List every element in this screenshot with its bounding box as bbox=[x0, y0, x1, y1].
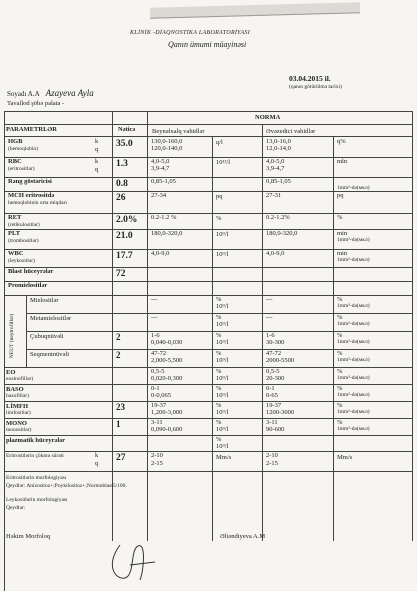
param-name: PLT bbox=[8, 230, 21, 237]
diff-unit-2: 10⁹/l bbox=[216, 375, 229, 382]
diff-unit: % bbox=[216, 402, 222, 409]
param-sub: (retikulositlər) bbox=[8, 222, 40, 228]
diff-old-2: 90-600 bbox=[266, 426, 285, 433]
diff-unit-2: 10⁹/l bbox=[216, 409, 229, 416]
unit-intl: 10⁹/l bbox=[216, 251, 229, 258]
diff-unit: % bbox=[216, 314, 222, 321]
sex-q: q bbox=[95, 166, 99, 173]
esr-sex-q: q bbox=[95, 460, 99, 467]
diff-old: 0,5-5 bbox=[266, 368, 280, 375]
diff-unit-2: 10⁹/l bbox=[216, 357, 229, 364]
diff-name: Seqmentnüvəli bbox=[30, 351, 69, 358]
unit-intl: 10⁹/l bbox=[216, 231, 229, 238]
table-rule bbox=[4, 111, 412, 112]
diff-old-unit-2: 1mm³-də(мкл) bbox=[337, 303, 370, 309]
table-rule bbox=[262, 124, 263, 541]
diff-sub: bazofillər) bbox=[6, 393, 29, 399]
diff-unit: % bbox=[216, 419, 222, 426]
diff-old: --- bbox=[266, 296, 273, 303]
diff-old-unit: % bbox=[337, 385, 343, 392]
norm-intl: 4,0-9,0 bbox=[151, 250, 170, 257]
diff-old-unit: % bbox=[337, 402, 343, 409]
unit-old: mln bbox=[337, 158, 348, 165]
param-name: Blast hüceyrələr bbox=[8, 268, 54, 275]
diff-sub: monositlər) bbox=[6, 427, 32, 433]
table-rule bbox=[4, 281, 412, 282]
date-note: (qanın götürülmə tarixi) bbox=[289, 84, 342, 90]
esr-old-2: 2-15 bbox=[266, 460, 278, 467]
param-sub: (trombositlər) bbox=[8, 238, 39, 244]
table-rule bbox=[147, 111, 148, 541]
table-rule bbox=[4, 471, 412, 472]
diff-old: --- bbox=[266, 314, 273, 321]
table-rule bbox=[4, 401, 412, 402]
diff-intl: --- bbox=[151, 314, 158, 321]
neut-group-label: NEUT (neytrofillər) bbox=[9, 313, 16, 359]
norm-old: 4,0-9,0 bbox=[266, 250, 285, 257]
norm-intl: 0.2-1.2 % bbox=[151, 214, 177, 221]
col-intl-header: Beynəlxalq vahidlər bbox=[152, 128, 205, 135]
diff-old-unit-2: 1mm³-də(мкл) bbox=[337, 357, 370, 363]
table-rule bbox=[4, 451, 412, 452]
diff-result: 23 bbox=[116, 402, 125, 412]
table-rule bbox=[4, 249, 412, 250]
norm-intl: 180,0-320,0 bbox=[151, 230, 183, 237]
unit-old-2: 1mm³-də(мкл) bbox=[337, 185, 370, 191]
norm-old-2: 12,0-14,0 bbox=[266, 145, 291, 152]
unit-intl: 10¹²/l bbox=[216, 159, 231, 166]
diff-old-unit-2: 1mm³-də(мкл) bbox=[337, 409, 370, 415]
unit-old-2: 1mm³-də(мкл) bbox=[337, 257, 370, 263]
diff-result: 2 bbox=[116, 332, 121, 342]
diff-intl-2: 0-0,065 bbox=[151, 392, 172, 399]
param-name: Promielositlər bbox=[8, 282, 48, 289]
diff-old-unit-2: 1mm³-də(мкл) bbox=[337, 375, 370, 381]
param-name: HGB bbox=[8, 138, 23, 145]
table-rule bbox=[4, 191, 412, 192]
diff-unit-2: 10⁹/l bbox=[216, 392, 229, 399]
table-rule bbox=[212, 136, 213, 541]
table-rule bbox=[112, 111, 113, 541]
diff-old-unit-2: 1mm³-də(мкл) bbox=[337, 392, 370, 398]
diff-name: Mielositlər bbox=[30, 297, 59, 304]
signature-label: Həkim Morfoloq bbox=[6, 533, 51, 540]
norm-old: 0,85-1,05 bbox=[266, 178, 291, 185]
lab-name: KLİNİK -DİAQNOSTİKA LABORATORİYASI bbox=[130, 30, 251, 36]
table-rule bbox=[4, 435, 412, 436]
diff-unit-2: 10⁹/l bbox=[216, 443, 229, 450]
unit-old: pq bbox=[337, 192, 344, 199]
table-rule bbox=[4, 111, 5, 591]
param-name: WBC bbox=[8, 250, 24, 257]
morph-leuk-notes: Qeydlər: bbox=[6, 505, 26, 511]
col-result-header: Nəticə bbox=[118, 126, 136, 133]
diff-old-unit: % bbox=[337, 350, 343, 357]
neut-divider bbox=[26, 295, 27, 367]
esr-result: 27 bbox=[116, 453, 126, 463]
esr-unit: Mm/s bbox=[216, 454, 232, 461]
diff-intl-2: 0,020-0,300 bbox=[151, 375, 183, 382]
table-rule bbox=[4, 229, 412, 230]
diff-result: 1 bbox=[116, 419, 121, 429]
col-params-header: PARAMETRLƏR bbox=[6, 126, 57, 133]
diff-old-unit-2: 1mm³-də(мкл) bbox=[337, 426, 370, 432]
department-line: Tavallod şöbə palata - bbox=[7, 100, 65, 107]
header-strip bbox=[150, 2, 360, 18]
diff-name: Çubuqnüvəli bbox=[30, 333, 64, 340]
diff-old-2: 1200-3000 bbox=[266, 409, 295, 416]
diff-intl: 0-1 bbox=[151, 385, 160, 392]
norm-old: 4,0-5,0 bbox=[266, 158, 285, 165]
esr-intl-2: 2-15 bbox=[151, 460, 163, 467]
diff-old-unit-2: 1mm³-də(мкл) bbox=[337, 321, 370, 327]
diff-unit: % bbox=[216, 385, 222, 392]
esr-sex-k: k bbox=[95, 452, 99, 459]
sex-k: k bbox=[95, 158, 99, 165]
diff-old: 3-11 bbox=[266, 419, 278, 426]
diff-intl: --- bbox=[151, 296, 158, 303]
diff-sub: eozinofillər) bbox=[6, 376, 34, 382]
param-sub: (hemoqlobin) bbox=[8, 146, 38, 152]
norma-header: NORMA bbox=[255, 114, 281, 121]
norm-intl: 27-34 bbox=[151, 192, 167, 199]
diff-old-unit: % bbox=[337, 419, 343, 426]
unit-intl: pq bbox=[216, 193, 223, 200]
sex-k: k bbox=[95, 138, 99, 145]
unit-old-2: 1mm³-də(мкл) bbox=[337, 237, 370, 243]
diff-intl-2: 0,090-0,600 bbox=[151, 426, 183, 433]
diff-intl-2: 2,000-5,500 bbox=[151, 357, 183, 364]
result-value: 26 bbox=[116, 193, 126, 203]
result-value: 35.0 bbox=[116, 139, 133, 149]
table-rule bbox=[4, 136, 412, 137]
esr-old: 2-10 bbox=[266, 452, 278, 459]
param-name: Rəng göstəricisi bbox=[8, 178, 52, 185]
report-date: 03.04.2015 il. bbox=[289, 74, 331, 83]
diff-old: 47-72 bbox=[266, 350, 282, 357]
diff-intl-2: 1,200-3,000 bbox=[151, 409, 183, 416]
diff-unit-2: 10⁹/l bbox=[216, 303, 229, 310]
table-rule bbox=[4, 267, 412, 268]
param-name: MCH eritrositdə bbox=[8, 192, 55, 199]
diff-name: plazmatik hüceyrələr bbox=[6, 437, 66, 444]
unit-old: % bbox=[337, 214, 343, 221]
table-rule bbox=[333, 136, 334, 541]
table-rule bbox=[4, 177, 412, 178]
diff-unit-2: 10⁹/l bbox=[216, 426, 229, 433]
diff-intl-2: 0,040-0,030 bbox=[151, 339, 183, 346]
diff-intl: 1-6 bbox=[151, 332, 160, 339]
diff-unit-2: 10⁹/l bbox=[216, 339, 229, 346]
diff-intl: 0,5-5 bbox=[151, 368, 165, 375]
diff-sub: limfositlər) bbox=[6, 410, 31, 416]
patient-label: Soyadı A.A bbox=[7, 90, 40, 98]
table-rule bbox=[412, 111, 413, 541]
diff-old: 0-1 bbox=[266, 385, 275, 392]
param-name: RET bbox=[8, 214, 22, 221]
result-value: 1.3 bbox=[116, 159, 128, 169]
morph-ery-label: Eritrositlərin morfologiyası bbox=[6, 475, 67, 481]
unit-old: min bbox=[337, 230, 348, 237]
table-rule bbox=[4, 295, 412, 296]
esr-name: Eritrositlərin çökmə sürəti bbox=[6, 453, 64, 459]
esr-unit-old: Mm/s bbox=[337, 454, 353, 461]
report-title: Qanın ümumi müayinəsi bbox=[168, 40, 247, 49]
norm-old: 27-31 bbox=[266, 192, 282, 199]
patient-line bbox=[7, 88, 94, 98]
result-value: 2.0% bbox=[116, 215, 138, 225]
norm-intl: 130,0-160,0 bbox=[151, 138, 183, 145]
result-value: 21.0 bbox=[116, 231, 133, 241]
norm-old: 180,0-320,0 bbox=[266, 230, 298, 237]
diff-name: EO bbox=[6, 369, 16, 376]
diff-old-2: 2000-5500 bbox=[266, 357, 295, 364]
esr-intl: 2-10 bbox=[151, 452, 163, 459]
norm-intl: 4,0-5,0 bbox=[151, 158, 170, 165]
table-rule bbox=[4, 367, 412, 368]
diff-old-unit: % bbox=[337, 296, 343, 303]
diff-old: 1-6 bbox=[266, 332, 275, 339]
table-rule bbox=[4, 418, 412, 419]
table-rule bbox=[4, 157, 412, 158]
morph-leuk-label: Leykositlərin morfologiyası bbox=[6, 497, 68, 503]
result-value: 0.8 bbox=[116, 179, 128, 189]
diff-old-unit: % bbox=[337, 332, 343, 339]
patient-name: Azayeva Ayla bbox=[45, 88, 94, 98]
morph-ery-notes: Qeydlər: Anizositoz+;Poykilositoz+;Normoblast5/100. bbox=[6, 483, 127, 489]
norm-intl: 0,85-1,05 bbox=[151, 178, 176, 185]
norm-old-2: 3,9-4,7 bbox=[266, 165, 285, 172]
diff-old: 19-37 bbox=[266, 402, 282, 409]
diff-unit: % bbox=[216, 436, 222, 443]
sex-q: q bbox=[95, 146, 99, 153]
diff-old-unit-2: 1mm³-də(мкл) bbox=[337, 339, 370, 345]
norm-old: 13,0-16,0 bbox=[266, 138, 291, 145]
param-name: RBC bbox=[8, 158, 22, 165]
diff-name: MONO bbox=[6, 420, 27, 427]
param-sub: (eritrositlar) bbox=[8, 166, 35, 172]
diff-result: 2 bbox=[116, 350, 121, 360]
result-value: 72 bbox=[116, 269, 126, 279]
norm-intl-2: 120,0-140,0 bbox=[151, 145, 183, 152]
norm-old: 0.2-1.2% bbox=[266, 214, 290, 221]
diff-name: LİMFH bbox=[6, 403, 29, 410]
unit-old: q% bbox=[337, 138, 346, 145]
diff-unit: % bbox=[216, 368, 222, 375]
table-rule bbox=[4, 213, 412, 214]
diff-intl: 19-37 bbox=[151, 402, 167, 409]
param-sub: (leykositlər) bbox=[8, 258, 35, 264]
table-rule bbox=[147, 124, 412, 125]
diff-name: Metamielositlər bbox=[30, 315, 72, 322]
diff-unit-2: 10⁹/l bbox=[216, 321, 229, 328]
signer-name: Əliəndiyeva A.M bbox=[220, 533, 266, 540]
col-old-header: Əvəzedici vahidlər bbox=[266, 128, 316, 135]
diff-unit: % bbox=[216, 350, 222, 357]
norm-intl-2: 3,9-4,7 bbox=[151, 165, 170, 172]
param-sub: hemoqlobinin orta miqdarı bbox=[8, 200, 67, 206]
signature-scribble bbox=[100, 540, 160, 585]
diff-old-unit: % bbox=[337, 368, 343, 375]
unit-intl: % bbox=[216, 215, 222, 222]
unit-old: min bbox=[337, 250, 348, 257]
table-rule bbox=[4, 384, 412, 385]
diff-old-2: 0-65 bbox=[266, 392, 278, 399]
diff-unit: % bbox=[216, 296, 222, 303]
diff-old-2: 30-300 bbox=[266, 339, 285, 346]
diff-name: BASO bbox=[6, 386, 24, 393]
unit-intl: q/l bbox=[216, 139, 223, 146]
diff-unit: % bbox=[216, 332, 222, 339]
diff-old-2: 20-300 bbox=[266, 375, 285, 382]
result-value: 17.7 bbox=[116, 251, 133, 261]
diff-intl: 47-72 bbox=[151, 350, 167, 357]
diff-old-unit: % bbox=[337, 314, 343, 321]
diff-intl: 3-11 bbox=[151, 419, 163, 426]
